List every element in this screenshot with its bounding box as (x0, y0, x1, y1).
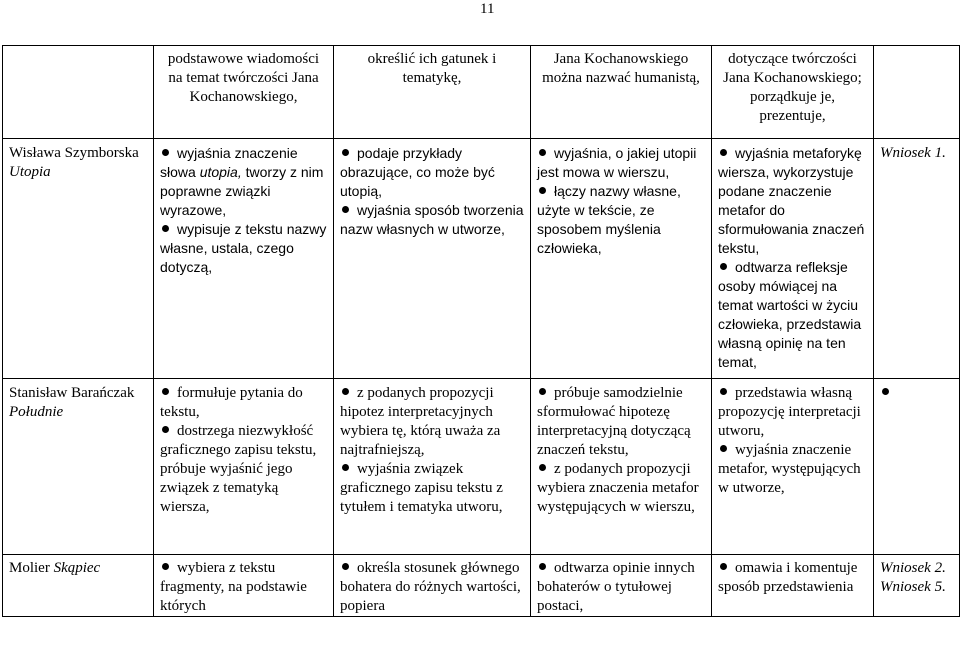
bullet-icon (342, 149, 349, 156)
table-row (3, 379, 960, 555)
list-item: dostrzega niezwykłość graficznego zapisu tekstu, próbuje wyjaśnić jego związek z tematyką wiersza, (160, 423, 317, 515)
list-item: łączy nazwy własne, użyte w tekście, ze sposobem myślenia człowieka, (537, 183, 681, 256)
bullet-icon (720, 563, 727, 570)
requirements-cell (712, 555, 874, 617)
list-item: odtwarza opinie innych bohaterów o tytułowej postaci, (537, 560, 695, 614)
requirements-cell (334, 139, 531, 379)
list-item: próbuje samodzielnie sformułować hipotezę interpretacyjną dotyczącą znaczeń tekstu, (537, 385, 691, 458)
requirements-cell (531, 555, 712, 617)
bullet-icon (882, 388, 889, 395)
requirements-cell (154, 139, 334, 379)
notes-cell: Wniosek 2. Wniosek 5. (874, 555, 960, 617)
list-item (880, 384, 953, 403)
table-row (3, 139, 960, 379)
bullet-icon (342, 388, 349, 395)
work-title: Południe (9, 404, 64, 420)
list-item: wyjaśnia metaforykę wiersza, wykorzystuje podane znaczenie metafor do sformułowania znaczeń tekstu, (718, 145, 865, 256)
bullet-icon (720, 388, 727, 395)
table-row (3, 555, 960, 617)
bullet-icon (539, 149, 546, 156)
bullet-icon (342, 206, 349, 213)
list-item: wyjaśnia znaczenie metafor, występujących w utworze, (718, 442, 861, 496)
notes-cell (874, 379, 960, 555)
requirements-cell (531, 379, 712, 555)
bullet-icon (162, 388, 169, 395)
bullet-icon (539, 388, 546, 395)
list-item: formułuje pytania do tekstu, (160, 385, 303, 420)
requirements-cell (154, 555, 334, 617)
list-item: wyjaśnia znaczenie słowa utopia, tworzy z nim poprawne związki wyrazowe, (160, 145, 324, 218)
list-item: omawia i komentuje sposób przedstawienia (718, 560, 858, 595)
bullet-icon (162, 426, 169, 433)
list-item: wyjaśnia, o jakiej utopii jest mowa w wierszu, (537, 145, 697, 180)
requirements-cell (334, 379, 531, 555)
author-cell: Molier Skąpiec (3, 555, 154, 617)
page-number: 11 (480, 1, 495, 17)
list-item: przedstawia własną propozycję interpretacji utworu, (718, 385, 861, 439)
requirements-cell (531, 139, 712, 379)
list-item: podaje przykłady obrazujące, co może być utopią, (340, 145, 495, 199)
bullet-icon (539, 187, 546, 194)
bullet-icon (342, 464, 349, 471)
requirements-cell (712, 139, 874, 379)
bullet-icon (162, 149, 169, 156)
requirements-cell: podstawowe wiadomości na temat twórczości Jana Kochanowskiego, (154, 46, 334, 139)
bullet-icon (720, 445, 727, 452)
requirements-cell (334, 555, 531, 617)
author-cell (3, 46, 154, 139)
author-cell: Stanisław Barańczak Południe (3, 379, 154, 555)
list-item: wypisuje z tekstu nazwy własne, ustala, czego dotyczą, (160, 221, 327, 275)
list-item: z podanych propozycji hipotez interpretacyjnych wybiera tę, którą uważa za najtrafniejszą, (340, 385, 501, 458)
list-item: odtwarza refleksje osoby mówiącej na temat wartości w życiu człowieka, przedstawia własną opinię na ten temat, (718, 259, 862, 370)
bullet-icon (539, 563, 546, 570)
requirements-cell: Jana Kochanowskiego można nazwać humanistą, (531, 46, 712, 139)
bullet-icon (342, 563, 349, 570)
curriculum-table (2, 45, 960, 617)
notes-cell: Wniosek 1. (874, 139, 960, 379)
table-row (3, 46, 960, 139)
list-item: z podanych propozycji wybiera znaczenia metafor występujących w wierszu, (537, 461, 699, 515)
author-cell: Wisława Szymborska Utopia (3, 139, 154, 379)
bullet-icon (162, 563, 169, 570)
work-title: Utopia (9, 164, 51, 180)
notes-cell (874, 46, 960, 139)
bullet-icon (162, 225, 169, 232)
requirements-cell: określić ich gatunek i tematykę, (334, 46, 531, 139)
list-item: wybiera z tekstu fragmenty, na podstawie których (160, 560, 307, 614)
requirements-cell (154, 379, 334, 555)
bullet-icon (720, 263, 727, 270)
requirements-cell (712, 379, 874, 555)
work-title: Skąpiec (53, 560, 101, 576)
requirements-cell: dotyczące twórczości Jana Kochanowskiego; porządkuje je, prezentuje, (712, 46, 874, 139)
bullet-icon (539, 464, 546, 471)
list-item: wyjaśnia związek graficznego zapisu tekstu z tytułem i tematyka utworu, (340, 461, 503, 515)
bullet-icon (720, 149, 727, 156)
list-item: wyjaśnia sposób tworzenia nazw własnych w utworze, (340, 202, 524, 237)
list-item: określa stosunek głównego bohatera do różnych wartości, popiera (340, 560, 521, 614)
